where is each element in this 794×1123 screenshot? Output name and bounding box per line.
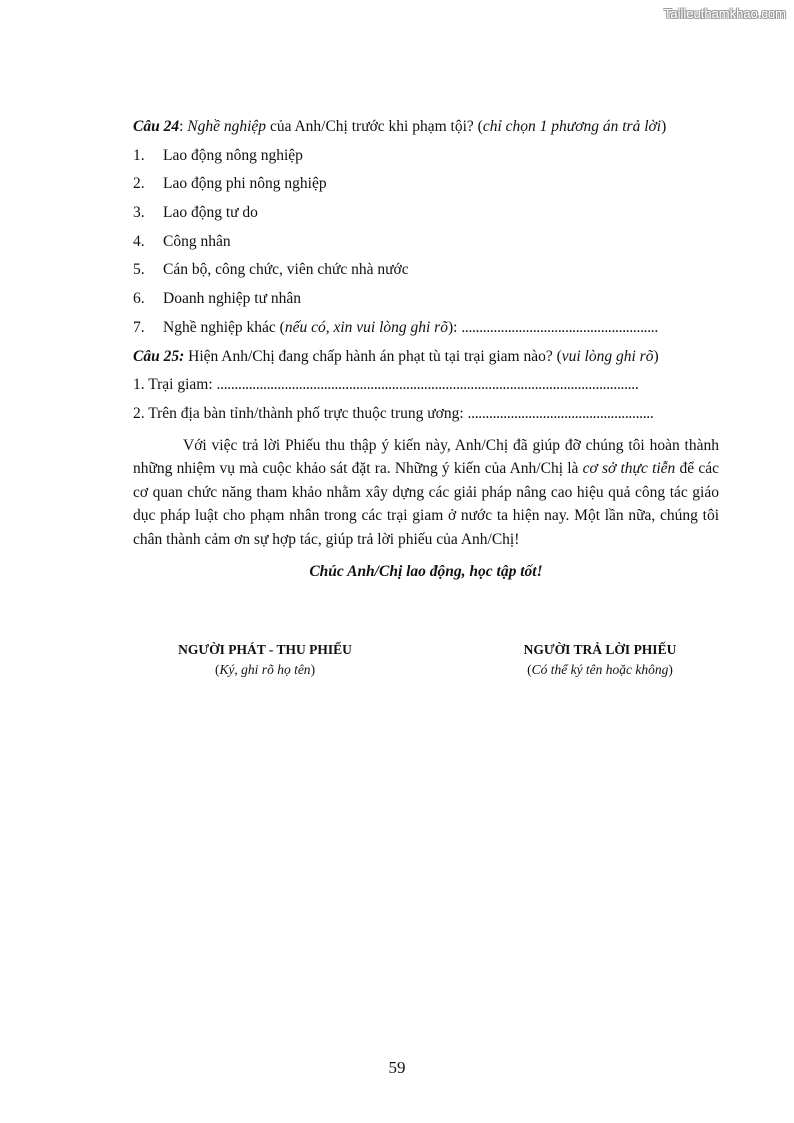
closing-wish: Chúc Anh/Chị lao động, học tập tốt!	[309, 563, 543, 581]
watermark: Tailieuthamkhao.com	[663, 6, 786, 21]
other-occupation-field[interactable]: .......................................................	[461, 318, 658, 336]
signature-respondent-title: NGƯỜI TRẢ LỜI PHIẾU	[523, 642, 677, 657]
question-24: Câu 24: Nghề nghiệp của Anh/Chị trước khi phạm tội? (chỉ chọn 1 phương án trả lời)	[133, 118, 667, 135]
signature-distributor	[115, 640, 415, 680]
option-6: 6. Doanh nghiệp tư nhân	[133, 290, 301, 308]
page-number: 59	[388, 1058, 406, 1077]
option-2-text: Lao động phi nông nghiệp	[163, 175, 327, 193]
question-25-note: vui lòng ghi rõ	[561, 347, 654, 365]
option-1-text: Lao động nông nghiệp	[163, 146, 303, 164]
option-1: 1. Lao động nông nghiệp	[133, 146, 303, 164]
province-field[interactable]: ....................................................	[467, 404, 654, 422]
question-25: Câu 25: Hiện Anh/Chị đang chấp hành án phạt tù tại trại giam nào? (vui lòng ghi rõ)	[133, 347, 659, 365]
province-line: 2. Trên địa bàn tỉnh/thành phố trực thuộc trung ương: ....................................................	[133, 404, 654, 422]
question-24-text: của Anh/Chị trước khi phạm tội? (	[266, 118, 483, 135]
option-5-text: Cán bộ, công chức, viên chức nhà nước	[163, 261, 409, 279]
option-3: 3. Lao động tư do	[133, 204, 258, 222]
signature-distributor-title: NGƯỜI PHÁT - THU PHIẾU	[178, 642, 352, 657]
option-7-note: nếu có, xin vui lòng ghi rõ	[284, 318, 448, 336]
question-25-label: Câu 25:	[133, 347, 185, 365]
option-4-text: Công nhân	[163, 232, 231, 250]
prison-field[interactable]: ......................................................................................................................	[216, 376, 639, 394]
question-24-label: Câu 24	[133, 118, 180, 135]
prison-line: 1. Trại giam: ......................................................................................................................	[133, 376, 639, 394]
option-7-other: 7. Nghề nghiệp khác (nếu có, xin vui lòng ghi rõ): .......................................................	[133, 318, 658, 336]
option-3-text: Lao động tư do	[163, 204, 258, 222]
question-25-text: Hiện Anh/Chị đang chấp hành án phạt tù tại trại giam nào? (	[184, 347, 562, 365]
paragraph-italic: cơ sở thực tiễn	[582, 460, 676, 478]
thank-you-paragraph: Với việc trả lời Phiếu thu thập ý kiến này, Anh/Chị đã giúp đỡ chúng tôi hoàn thành những nhiệm vụ mà cuộc khảo sát đặt ra. Những ý kiến của Anh/Chị là cơ sở thực tiễn để các cơ quan chức năng tham khảo nhằm xây dựng các giải pháp nâng cao hiệu quả công tác giáo dục pháp luật cho phạm nhân trong các trại giam ở nước ta hiện nay. Một lần nữa, chúng tôi chân thành cảm ơn sự hợp tác, giúp trả lời phiếu của Anh/Chị!	[133, 436, 719, 548]
option-4: 4. Công nhân	[133, 232, 231, 250]
option-6-text: Doanh nghiệp tư nhân	[163, 290, 301, 308]
question-24-topic: Nghề nghiệp	[187, 118, 267, 135]
question-24-note: chỉ chọn 1 phương án trả lời	[482, 118, 662, 135]
signature-respondent	[450, 640, 750, 680]
option-2: 2. Lao động phi nông nghiệp	[133, 175, 327, 193]
signature-respondent-note: (Có thể ký tên hoặc không)	[527, 662, 673, 677]
signature-distributor-note: (Ký, ghi rõ họ tên)	[214, 662, 316, 677]
survey-content	[133, 113, 719, 581]
option-5: 5. Cán bộ, công chức, viên chức nhà nước	[133, 261, 409, 279]
